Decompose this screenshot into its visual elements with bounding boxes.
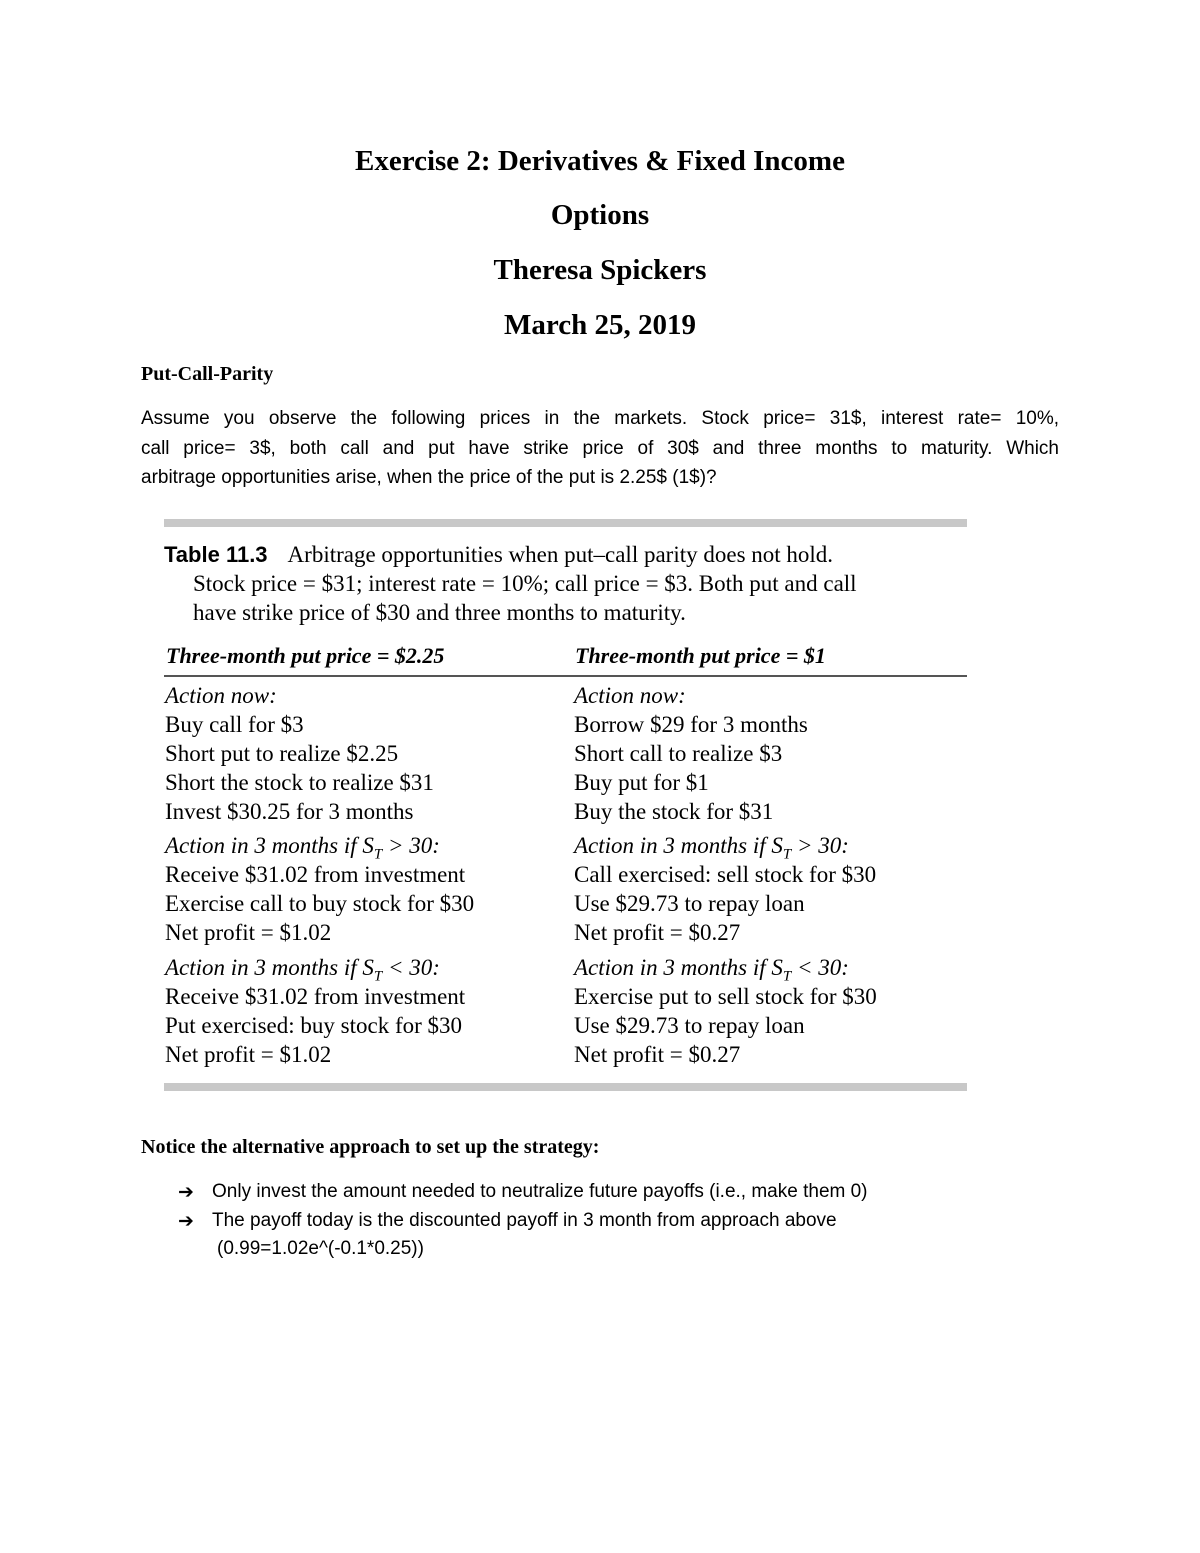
group-header: Action now: bbox=[574, 683, 686, 708]
table-row: Use $29.73 to repay loan bbox=[574, 1013, 805, 1038]
group-header: Action in 3 months if $S_T > 30$: bbox=[574, 833, 849, 863]
caption-line: Stock price = $31; interest rate = 10%; call price = $3. Both put and call bbox=[193, 571, 857, 596]
table-row: Short the stock to realize $31 bbox=[165, 770, 434, 795]
document-subtitle: Options bbox=[550, 199, 650, 231]
table-caption bbox=[164, 540, 967, 627]
action-group bbox=[165, 681, 565, 826]
action-group bbox=[574, 681, 974, 826]
bullet-continuation: (0.99=1.02e^(-0.1*0.25)) bbox=[217, 1238, 424, 1259]
action-group bbox=[165, 831, 565, 947]
table-row: Use $29.73 to repay loan bbox=[574, 891, 805, 916]
column-heading-left: Three-month put price = $2.25 bbox=[166, 643, 445, 668]
paragraph-line: call price= 3$, both call and put have strike price of 30$ and three months to maturity. Which bbox=[141, 437, 1059, 459]
bullet-text: The payoff today is the discounted payoff in 3 month from approach above bbox=[212, 1209, 837, 1231]
arrow-right-icon: ➔ bbox=[178, 1181, 194, 1203]
group-header: Action in 3 months if $S_T < 30$: bbox=[165, 955, 440, 985]
table-label: Table 11.3 bbox=[164, 542, 268, 567]
action-group bbox=[574, 953, 974, 1069]
table-row: Buy the stock for $31 bbox=[574, 799, 774, 824]
table-row: Receive $31.02 from investment bbox=[165, 984, 466, 1009]
group-header: Action in 3 months if $S_T < 30$: bbox=[574, 955, 849, 985]
caption-line: have strike price of $30 and three months to maturity. bbox=[193, 600, 686, 625]
table-row: Net profit = $1.02 bbox=[165, 920, 332, 945]
bullet-text: Only invest the amount needed to neutralize future payoffs (i.e., make them 0) bbox=[212, 1181, 868, 1202]
caption-text: Arbitrage opportunities when put–call parity does not hold. bbox=[287, 542, 834, 567]
caption-first-line bbox=[164, 542, 833, 567]
table-row: Borrow $29 for 3 months bbox=[574, 712, 808, 737]
section-heading: Put-Call-Parity bbox=[141, 363, 274, 385]
table-row: Exercise call to buy stock for $30 bbox=[165, 891, 475, 916]
list-item bbox=[178, 1207, 978, 1264]
list-item bbox=[178, 1178, 978, 1207]
group-header: Action in 3 months if $S_T > 30$: bbox=[165, 833, 440, 863]
table-row: Invest $30.25 for 3 months bbox=[165, 799, 414, 824]
table-row: Receive $31.02 from investment bbox=[165, 862, 466, 887]
notice-heading: Notice the alternative approach to set up the strategy: bbox=[141, 1136, 600, 1158]
paragraph-line: Assume you observe the following prices in the markets. Stock price= 31$, interest rate= 10%, bbox=[141, 408, 1059, 429]
group-header: Action now: bbox=[165, 683, 277, 708]
table-row: Exercise put to sell stock for $30 bbox=[574, 984, 877, 1009]
paragraph-line: arbitrage opportunities arise, when the price of the put is 2.25$ (1$)? bbox=[141, 467, 717, 488]
table-row: Net profit = $1.02 bbox=[165, 1042, 332, 1067]
document-title: Exercise 2: Derivatives & Fixed Income bbox=[355, 145, 845, 177]
document-date: March 25, 2019 bbox=[504, 309, 696, 341]
problem-paragraph bbox=[141, 404, 1059, 493]
table-bottom-rule bbox=[164, 1083, 967, 1091]
notice-bullet-list bbox=[178, 1178, 978, 1264]
table-row: Short call to realize $3 bbox=[574, 741, 783, 766]
action-group bbox=[165, 953, 565, 1069]
table-header-rule bbox=[164, 675, 967, 677]
table-row: Buy call for $3 bbox=[165, 712, 304, 737]
table-row: Net profit = $0.27 bbox=[574, 1042, 741, 1067]
action-group bbox=[574, 831, 974, 947]
arrow-right-icon: ➔ bbox=[178, 1209, 194, 1232]
table-row: Net profit = $0.27 bbox=[574, 920, 741, 945]
column-heading-right: Three-month put price = $1 bbox=[575, 643, 826, 668]
table-row: Short put to realize $2.25 bbox=[165, 741, 399, 766]
table-top-rule bbox=[164, 519, 967, 527]
table-row: Call exercised: sell stock for $30 bbox=[574, 862, 877, 887]
table-row: Put exercised: buy stock for $30 bbox=[165, 1013, 463, 1038]
document-author: Theresa Spickers bbox=[493, 254, 707, 286]
table-row: Buy put for $1 bbox=[574, 770, 709, 795]
